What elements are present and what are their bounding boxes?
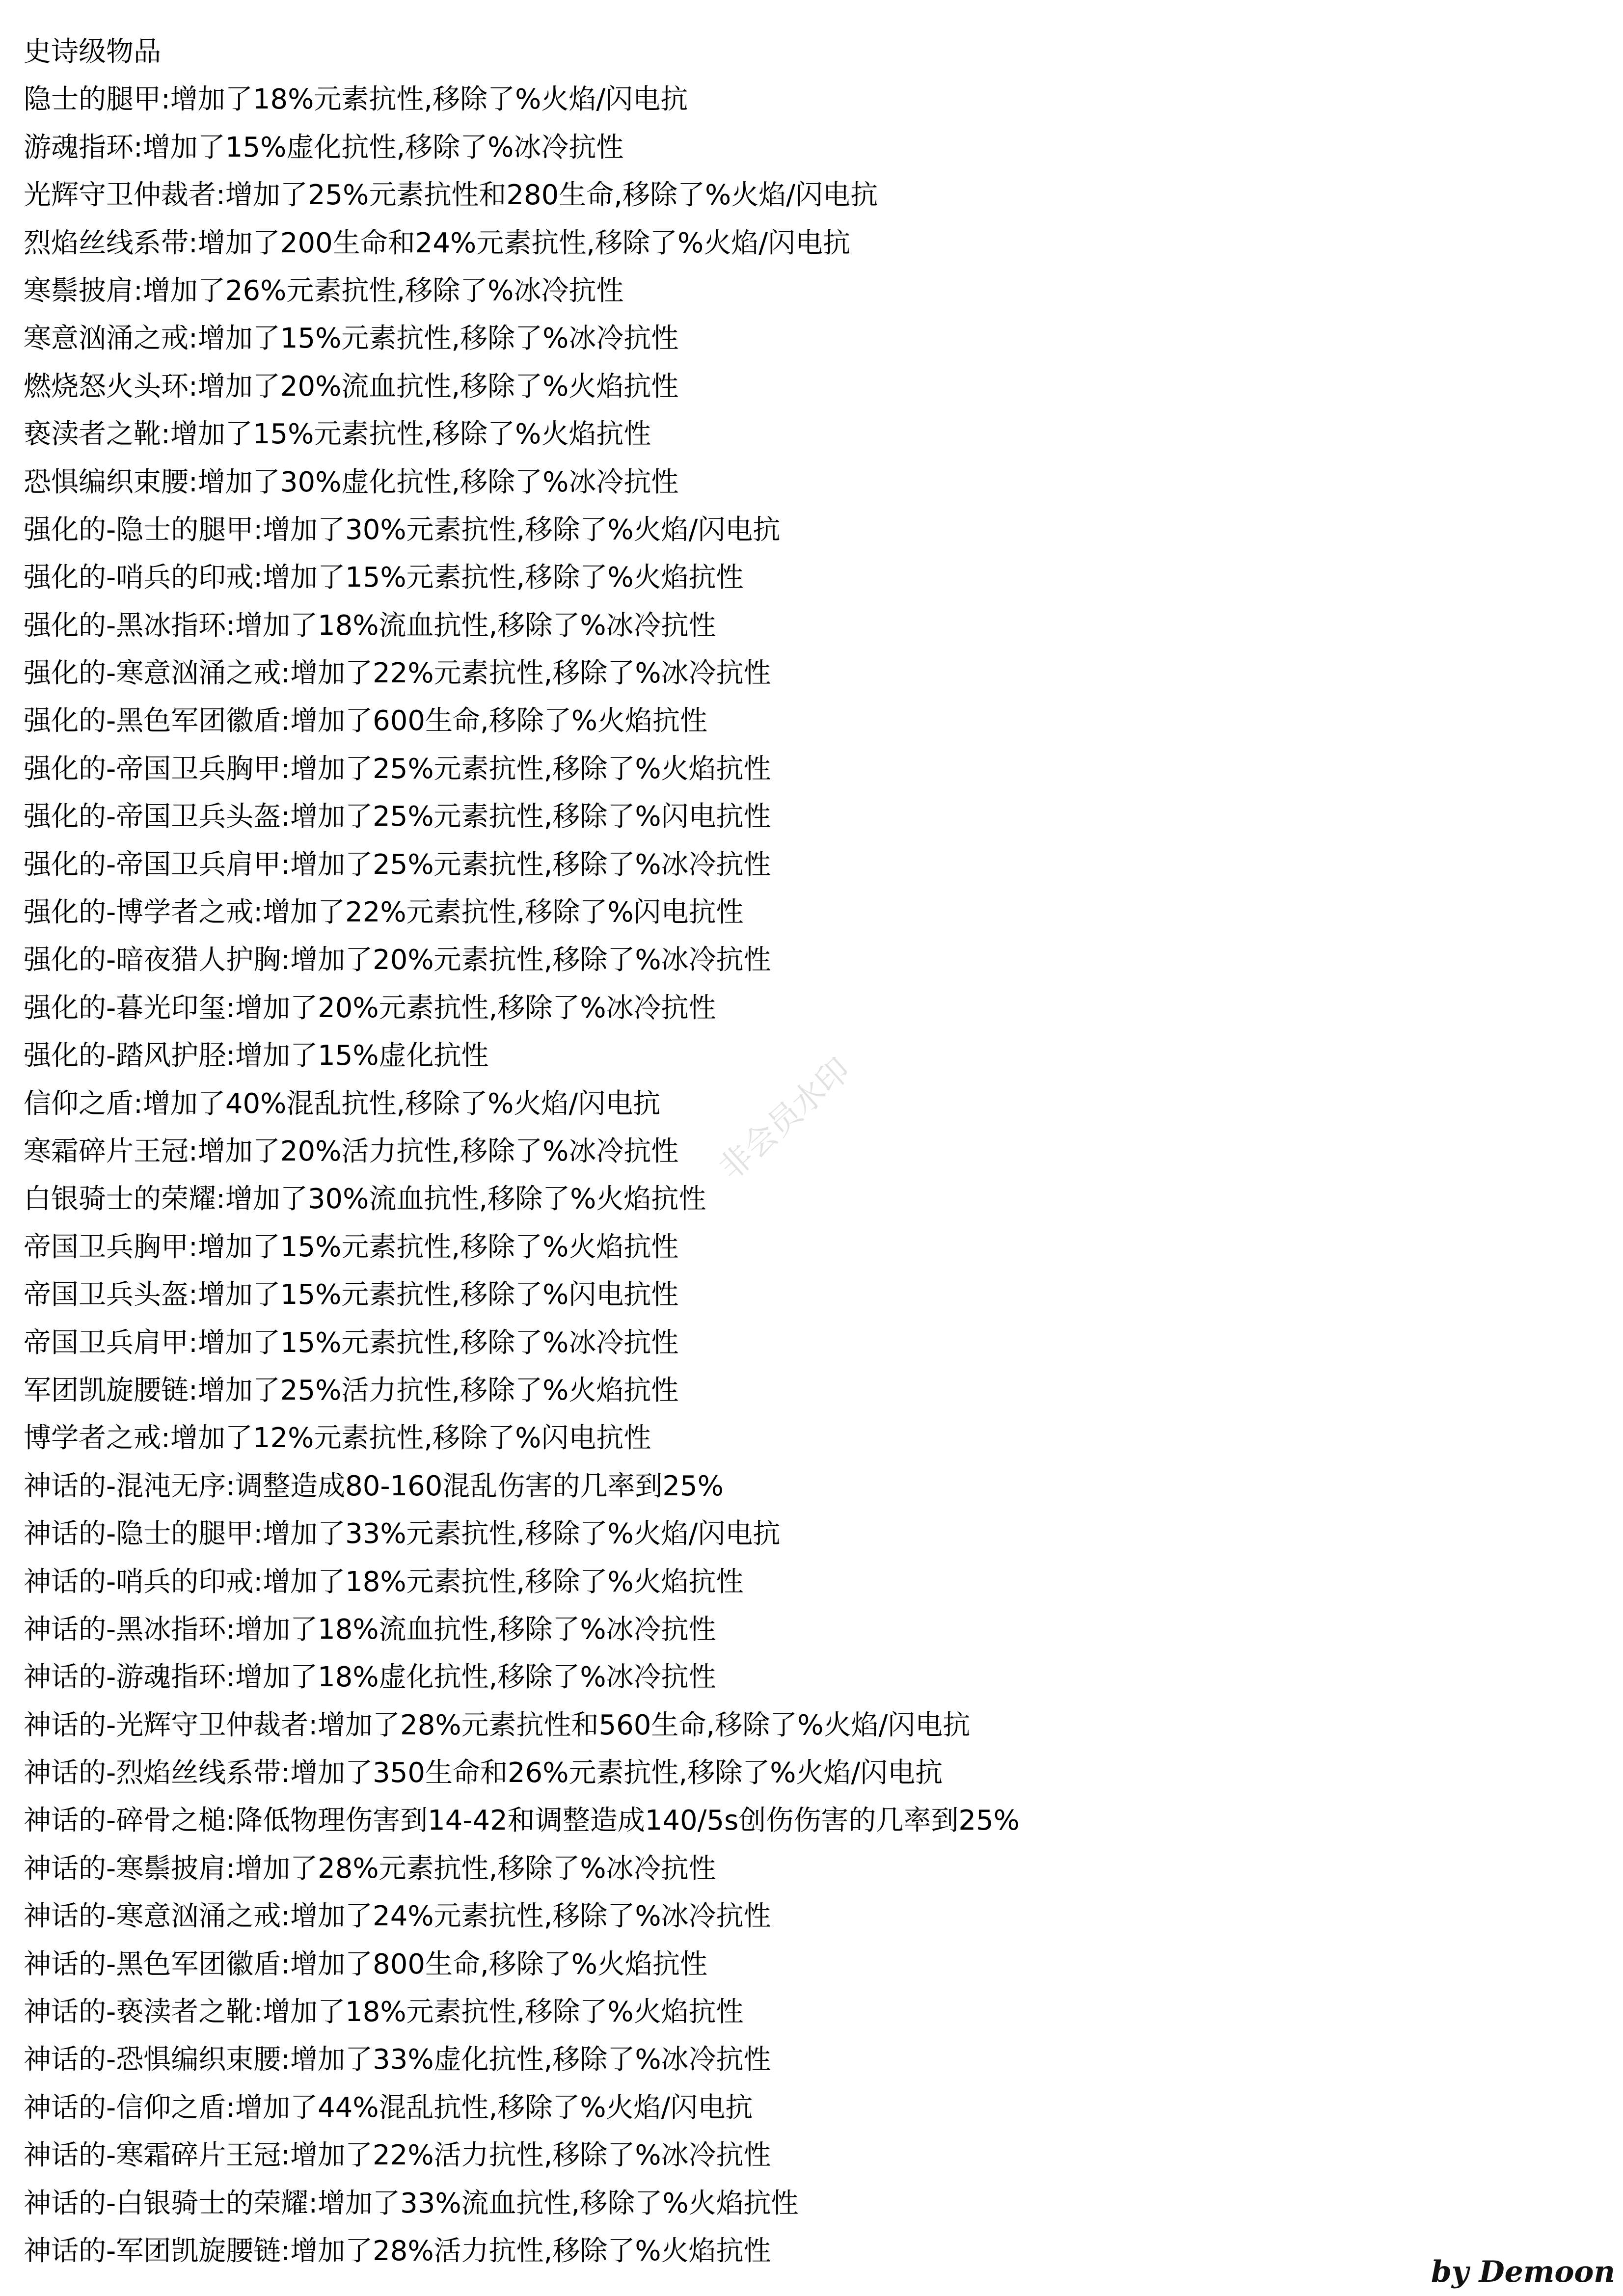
item-line: 神话的-恐惧编织束腰:增加了33%虚化抗性,移除了%冰冷抗性 [24,2044,771,2076]
item-line: 强化的-帝国卫兵头盔:增加了25%元素抗性,移除了%闪电抗性 [24,801,771,833]
item-line: 隐士的腿甲:增加了18%元素抗性,移除了%火焰/闪电抗 [24,83,688,116]
item-line: 军团凯旋腰链:增加了25%活力抗性,移除了%火焰抗性 [24,1374,679,1406]
item-line: 强化的-黑冰指环:增加了18%流血抗性,移除了%冰冷抗性 [24,609,716,642]
item-line: 恐惧编织束腰:增加了30%虚化抗性,移除了%冰冷抗性 [24,466,679,498]
item-line: 强化的-哨兵的印戒:增加了15%元素抗性,移除了%火焰抗性 [24,562,744,594]
item-line: 神话的-碎骨之槌:降低物理伤害到14-42和调整造成140/5s创伤伤害的几率到25% [24,1805,1020,1837]
item-list [24,28,1585,2275]
item-line: 信仰之盾:增加了40%混乱抗性,移除了%火焰/闪电抗 [24,1087,661,1120]
item-line: 强化的-寒意汹涌之戒:增加了22%元素抗性,移除了%冰冷抗性 [24,657,771,690]
item-line: 强化的-帝国卫兵胸甲:增加了25%元素抗性,移除了%火焰抗性 [24,753,771,785]
item-line: 帝国卫兵胸甲:增加了15%元素抗性,移除了%火焰抗性 [24,1231,679,1263]
item-line: 强化的-黑色军团徽盾:增加了600生命,移除了%火焰抗性 [24,705,707,737]
item-line: 神话的-光辉守卫仲裁者:增加了28%元素抗性和560生命,移除了%火焰/闪电抗 [24,1709,971,1741]
item-line: 神话的-军团凯旋腰链:增加了28%活力抗性,移除了%火焰抗性 [24,2235,771,2267]
item-line: 神话的-烈焰丝线系带:增加了350生命和26%元素抗性,移除了%火焰/闪电抗 [24,1757,943,1789]
item-line: 神话的-黑色军团徽盾:增加了800生命,移除了%火焰抗性 [24,1948,707,1980]
item-line: 强化的-帝国卫兵肩甲:增加了25%元素抗性,移除了%冰冷抗性 [24,848,771,881]
item-line: 神话的-游魂指环:增加了18%虚化抗性,移除了%冰冷抗性 [24,1661,716,1694]
item-line: 强化的-暗夜猎人护胸:增加了20%元素抗性,移除了%冰冷抗性 [24,944,771,976]
item-line: 神话的-亵渎者之靴:增加了18%元素抗性,移除了%火焰抗性 [24,1996,744,2028]
item-line: 神话的-白银骑士的荣耀:增加了33%流血抗性,移除了%火焰抗性 [24,2187,799,2219]
item-line: 燃烧怒火头环:增加了20%流血抗性,移除了%火焰抗性 [24,370,679,403]
section-heading: 史诗级物品 [24,36,161,68]
item-line: 帝国卫兵头盔:增加了15%元素抗性,移除了%闪电抗性 [24,1279,679,1311]
item-line: 神话的-黑冰指环:增加了18%流血抗性,移除了%冰冷抗性 [24,1613,716,1646]
item-line: 神话的-哨兵的印戒:增加了18%元素抗性,移除了%火焰抗性 [24,1566,744,1598]
item-line: 白银骑士的荣耀:增加了30%流血抗性,移除了%火焰抗性 [24,1183,706,1216]
signature: by Demoon [1431,2255,1615,2289]
item-line: 神话的-寒意汹涌之戒:增加了24%元素抗性,移除了%冰冷抗性 [24,1900,771,1933]
item-line: 游魂指环:增加了15%虚化抗性,移除了%冰冷抗性 [24,131,624,163]
item-line: 博学者之戒:增加了12%元素抗性,移除了%闪电抗性 [24,1422,651,1455]
watermark: 非会员水印 [712,1051,858,1188]
item-line: 亵渎者之靴:增加了15%元素抗性,移除了%火焰抗性 [24,418,651,451]
item-line: 神话的-隐士的腿甲:增加了33%元素抗性,移除了%火焰/闪电抗 [24,1518,781,1550]
item-line: 强化的-踏风护胫:增加了15%虚化抗性 [24,1040,489,1072]
item-line: 寒霜碎片王冠:增加了20%活力抗性,移除了%冰冷抗性 [24,1135,679,1167]
item-line: 强化的-博学者之戒:增加了22%元素抗性,移除了%闪电抗性 [24,896,744,929]
item-line: 神话的-寒霜碎片王冠:增加了22%活力抗性,移除了%冰冷抗性 [24,2139,771,2172]
item-line: 寒意汹涌之戒:增加了15%元素抗性,移除了%冰冷抗性 [24,323,679,355]
item-line: 神话的-寒鬃披肩:增加了28%元素抗性,移除了%冰冷抗性 [24,1852,716,1885]
item-line: 寒鬃披肩:增加了26%元素抗性,移除了%冰冷抗性 [24,274,624,307]
item-line: 强化的-隐士的腿甲:增加了30%元素抗性,移除了%火焰/闪电抗 [24,513,781,546]
item-line: 光辉守卫仲裁者:增加了25%元素抗性和280生命,移除了%火焰/闪电抗 [24,179,878,212]
item-line: 强化的-暮光印玺:增加了20%元素抗性,移除了%冰冷抗性 [24,992,716,1024]
item-line: 神话的-信仰之盾:增加了44%混乱抗性,移除了%火焰/闪电抗 [24,2091,753,2124]
item-line: 帝国卫兵肩甲:增加了15%元素抗性,移除了%冰冷抗性 [24,1326,679,1359]
item-line: 神话的-混沌无序:调整造成80-160混乱伤害的几率到25% [24,1470,724,1502]
item-line: 烈焰丝线系带:增加了200生命和24%元素抗性,移除了%火焰/闪电抗 [24,227,851,259]
